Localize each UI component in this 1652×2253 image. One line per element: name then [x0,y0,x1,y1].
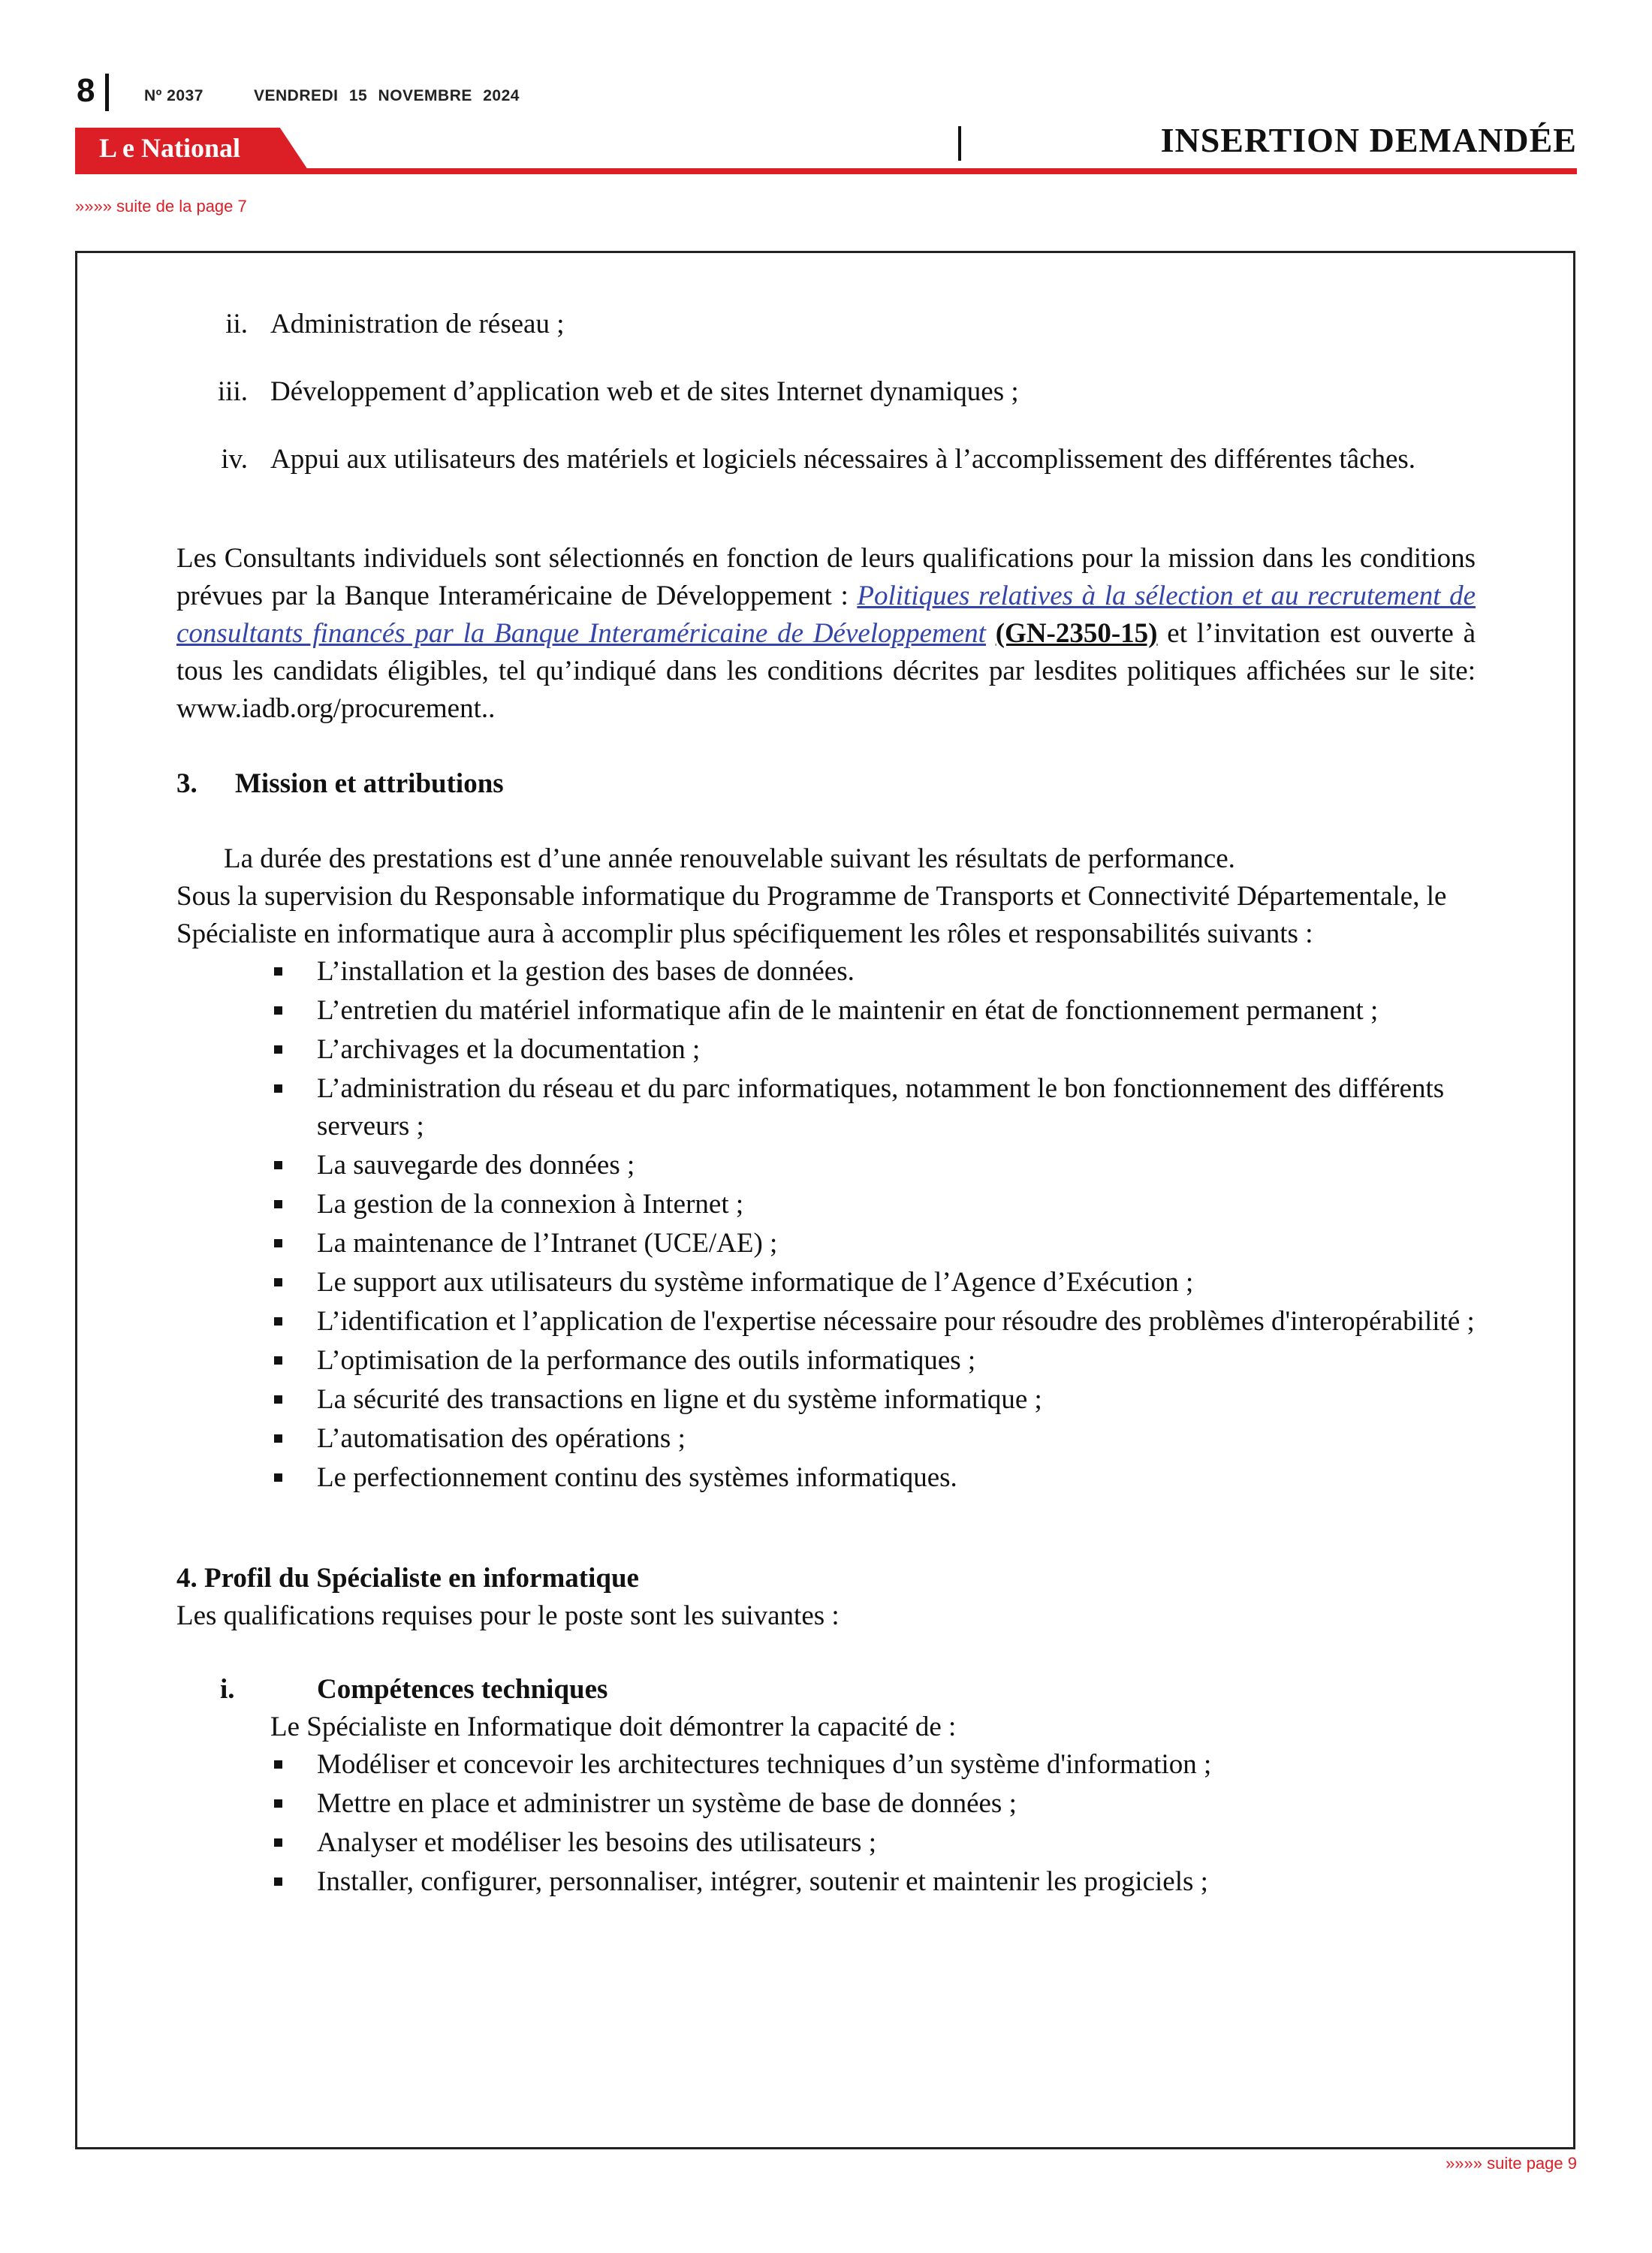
roman-item [176,306,1476,343]
list-item: L’installation et la gestion des bases de données. [317,953,1476,991]
roman-item-text: Administration de réseau ; [270,309,565,339]
list-item: L’administration du réseau et du parc informatiques, notamment le bon fonctionnement des différents serveurs ; [317,1070,1476,1145]
section-number: 3. [176,768,197,799]
newspaper-logo: L e National [99,133,241,163]
issue-date: VENDREDI 15 NOVEMBRE 2024 [254,87,520,104]
list-item: Analyser et modéliser les besoins des utilisateurs ; [317,1824,1476,1862]
list-item: Installer, configurer, personnaliser, intégrer, soutenir et maintenir les progiciels ; [317,1863,1476,1901]
insertion-content [176,306,1476,1902]
roman-item-text: Développement d’application web et de sites Internet dynamiques ; [270,376,1019,407]
responsibilities-list [176,953,1476,1497]
section-heading [176,765,1476,803]
list-item: L’archivages et la documentation ; [317,1031,1476,1069]
header-rule [75,168,1577,174]
roman-item-text: Appui aux utilisateurs des matériels et logiciels nécessaires à l’accomplissement des différentes tâches. [270,444,1416,475]
roman-numeral: iii. [217,376,248,407]
issue-number: Nº 2037 [144,87,203,104]
continued-on-note: »»»» suite page 9 [1446,2154,1577,2173]
list-item: Le support aux utilisateurs du système informatique de l’Agence d’Exécution ; [317,1264,1476,1301]
continued-from-note: »»»» suite de la page 7 [75,197,247,216]
list-item: Modéliser et concevoir les architectures techniques d’un système d'information ; [317,1746,1476,1784]
insertion-frame [75,251,1575,2149]
list-item: La sauvegarde des données ; [317,1147,1476,1184]
selection-paragraph [176,540,1476,728]
duration-paragraph: La durée des prestations est d’une année renouvelable suivant les résultats de performance. [224,843,1235,874]
policy-code: (GN-2350-15) [995,618,1158,649]
roman-numeral: iv. [221,444,248,475]
roman-item [176,373,1476,411]
page-number: 8 [77,72,95,109]
subsection-number: i. [220,1674,235,1705]
selection-text: Les Consultants individuels sont sélectionnés en fonction de leurs qualifications pour la mission dans les conditions prévues par la Banque Interaméricaine de Développement : [176,543,1476,611]
list-item: La gestion de la connexion à Internet ; [317,1186,1476,1223]
supervision-paragraph: Sous la supervision du Responsable informatique du Programme de Transports et Connectivité Départementale, le Spécialiste en informatique aura à accomplir plus spécifiquement les rôles et responsabilités suivants : [176,881,1447,949]
list-item: L’entretien du matériel informatique afin de le maintenir en état de fonctionnement permanent ; [317,992,1476,1030]
list-item: Mettre en place et administrer un système de base de données ; [317,1785,1476,1823]
section-title: INSERTION DEMANDÉE [1160,121,1577,159]
qualifications-intro: Les qualifications requises pour le poste sont les suivantes : [176,1600,840,1631]
list-item: L’automatisation des opérations ; [317,1420,1476,1458]
list-item: La sécurité des transactions en ligne et du système informatique ; [317,1381,1476,1419]
subsection-heading [176,1671,1476,1709]
roman-item [176,441,1476,478]
list-item: La maintenance de l’Intranet (UCE/AE) ; [317,1225,1476,1262]
list-item: Le perfectionnement continu des systèmes informatiques. [317,1459,1476,1497]
subsection-title: Compétences techniques [317,1674,608,1705]
selection-text-end: et l’invitation est ouverte à tous les candidats éligibles, tel qu’indiqué dans les conditions décrites par lesdites politiques affichées sur le site: www.iadb.org/procurement.. [176,618,1476,724]
policies-link[interactable]: Politiques relatives à la sélection et au recrutement de consultants financés par la Banque Interaméricaine de Développement [176,581,1476,649]
section-heading: 4. Profil du Spécialiste en informatique [176,1563,639,1594]
list-item: L’identification et l’application de l'expertise nécessaire pour résoudre des problèmes d'interopérabilité ; [317,1303,1476,1341]
competences-list [176,1746,1476,1901]
header-divider [958,126,961,161]
roman-numeral: ii. [225,309,248,339]
list-item: L’optimisation de la performance des outils informatiques ; [317,1342,1476,1380]
section-heading-text: Mission et attributions [235,768,504,799]
page-number-divider [105,74,109,111]
competences-intro: Le Spécialiste en Informatique doit démontrer la capacité de : [270,1712,957,1742]
